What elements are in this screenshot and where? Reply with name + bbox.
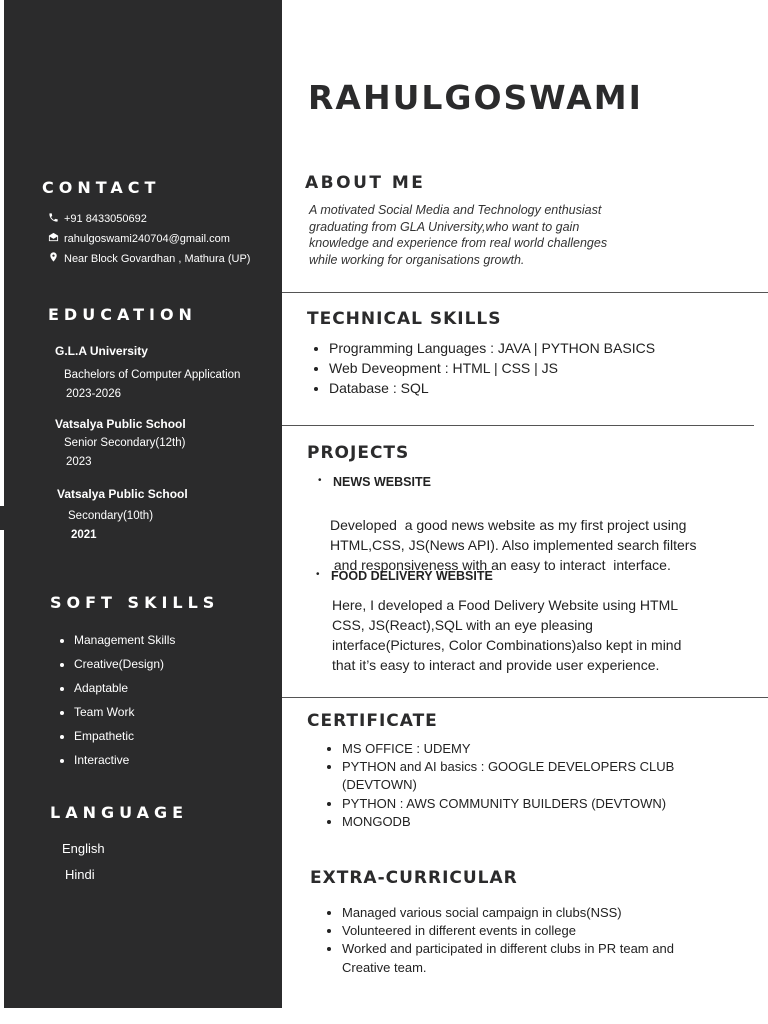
list-item: • Worked and participated in different clubs in PR team and Creative team. <box>342 940 702 976</box>
education-detail: Bachelors of Computer Application <box>64 369 241 381</box>
education-school: G.L.A University <box>55 344 148 358</box>
phone-icon <box>46 212 60 226</box>
education-year: 2021 <box>71 529 97 541</box>
education-heading: EDUCATION <box>48 305 197 324</box>
bullet: • <box>318 475 322 486</box>
sidebar-notch <box>0 506 6 530</box>
project-line: Developed a good news website as my first project using <box>330 517 687 533</box>
list-item: • Web Deveopment : HTML | CSS | JS <box>329 358 669 378</box>
address-text: Near Block Govardhan , Mathura (UP) <box>64 252 251 265</box>
list-item: • MONGODB <box>342 813 712 831</box>
list-item: • Interactive <box>74 752 175 776</box>
education-school: Vatsalya Public School <box>55 417 186 431</box>
education-year: 2023 <box>66 456 92 468</box>
contact-email <box>46 232 230 246</box>
list-item: • PYTHON : AWS COMMUNITY BUILDERS (DEVTOWN) <box>342 795 712 813</box>
about-text <box>309 202 689 268</box>
soft-skills-list <box>56 632 175 776</box>
divider <box>282 292 768 293</box>
technical-skills-list <box>307 338 669 398</box>
contact-address <box>46 251 250 266</box>
phone-text: +91 8433050692 <box>64 213 147 225</box>
project-title: FOOD DELIVERY WEBSITE <box>331 569 493 583</box>
list-item: • Managed various social campaign in clubs(NSS) <box>342 904 702 922</box>
about-heading: ABOUT ME <box>305 173 426 193</box>
list-item: • PYTHON and AI basics : GOOGLE DEVELOPERS CLUB (DEVTOWN) <box>342 758 712 794</box>
about-line: graduating from GLA University,who want to gain <box>309 219 580 234</box>
about-line: A motivated Social Media and Technology enthusiast <box>309 203 602 217</box>
education-detail: Secondary(10th) <box>68 510 154 522</box>
technical-skills-heading: TECHNICAL SKILLS <box>307 309 502 329</box>
about-line: while working for organisations growth. <box>309 252 525 267</box>
project-line: Here, I developed a Food Delivery Website using HTML <box>332 597 679 613</box>
extra-curricular-heading: EXTRA-CURRICULAR <box>310 868 518 888</box>
location-pin-icon <box>46 251 60 266</box>
extra-curricular-list <box>320 904 702 977</box>
education-year: 2023-2026 <box>66 388 121 400</box>
list-item: • Adaptable <box>74 680 175 704</box>
certificate-list <box>320 740 712 831</box>
sidebar <box>4 0 282 1008</box>
email-text: rahulgoswami240704@gmail.com <box>64 233 230 245</box>
education-school: Vatsalya Public School <box>57 487 188 501</box>
project-line: CSS, JS(React),SQL with an eye pleasing <box>332 617 593 633</box>
list-item: • Volunteered in different events in college <box>342 922 702 940</box>
language-heading: LANGUAGE <box>50 803 189 822</box>
certificate-heading: CERTIFICATE <box>307 711 438 731</box>
divider <box>282 697 768 698</box>
list-item: • Creative(Design) <box>74 656 175 680</box>
list-item: • Programming Languages : JAVA | PYTHON BASICS <box>329 338 669 358</box>
project-line: that it’s easy to interact and provide user experience. <box>332 657 660 673</box>
contact-phone <box>46 212 147 226</box>
about-line: knowledge and experience from real world challenges <box>309 236 608 250</box>
candidate-name: RAHULGOSWAMI <box>308 78 643 117</box>
language-item: Hindi <box>65 867 95 882</box>
soft-skills-heading: SOFT SKILLS <box>50 593 220 612</box>
project-description <box>330 495 696 575</box>
project-line: interface(Pictures, Color Combinations)also kept in mind <box>332 637 682 653</box>
contact-heading: CONTACT <box>42 178 161 197</box>
projects-heading: PROJECTS <box>307 443 410 463</box>
list-item: • MS OFFICE : UDEMY <box>342 740 712 758</box>
language-item: English <box>62 841 105 856</box>
divider <box>282 425 754 426</box>
education-detail: Senior Secondary(12th) <box>64 437 186 449</box>
list-item: • Database : SQL <box>329 378 669 398</box>
list-item: • Team Work <box>74 704 175 728</box>
list-item: • Management Skills <box>74 632 175 656</box>
bullet: • <box>316 569 320 580</box>
project-line: HTML,CSS, JS(News API). Also implemented search filters <box>330 537 697 553</box>
project-title: NEWS WEBSITE <box>333 475 431 489</box>
email-icon <box>46 232 60 246</box>
list-item: • Empathetic <box>74 728 175 752</box>
project-description <box>332 595 681 675</box>
project-line: and responsiveness with an easy to interact interface. <box>330 557 671 573</box>
